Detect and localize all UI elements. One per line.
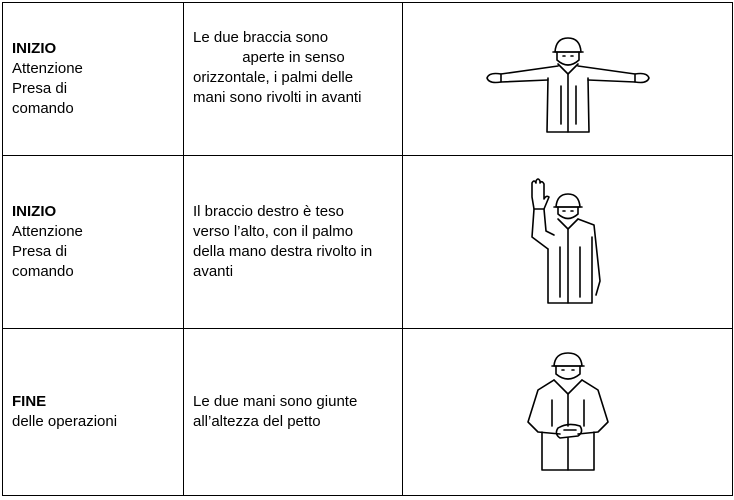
- description-line: aperte in senso: [242, 49, 345, 66]
- right-arm-raised-figure: [518, 177, 618, 307]
- description-line: della mano destra rivolto in: [193, 243, 373, 260]
- signal-description-cell: [184, 329, 403, 496]
- hands-joined-figure: [518, 350, 618, 475]
- arms-outstretched-figure: [483, 24, 653, 134]
- signal-description-cell: [184, 3, 403, 156]
- table-row: [3, 156, 733, 329]
- signal-description-cell: [184, 156, 403, 329]
- signal-subtitle-line: Attenzione: [12, 60, 83, 77]
- description-line: avanti: [193, 263, 234, 280]
- signal-subtitle-line: Presa di: [12, 80, 68, 97]
- description-line: mani sono rivolti in avanti: [193, 89, 362, 106]
- signal-figure-cell: [403, 156, 733, 329]
- signal-subtitle-line: delle operazioni: [12, 413, 118, 430]
- signal-figure-cell: [403, 3, 733, 156]
- signal-title: INIZIO: [12, 203, 57, 220]
- description-line: Le due braccia sono: [193, 29, 329, 46]
- table-row: [3, 3, 733, 156]
- description-line: orizzontale, i palmi delle: [193, 69, 354, 86]
- description-line: Il braccio destro è teso: [193, 203, 344, 220]
- description-line: all’altezza del petto: [193, 413, 321, 430]
- signal-name-cell: [3, 156, 184, 329]
- description-line: Le due mani sono giunte: [193, 393, 358, 410]
- signal-title: FINE: [12, 393, 47, 410]
- table-row: [3, 329, 733, 496]
- signals-table: [2, 2, 733, 496]
- signal-subtitle-line: Presa di: [12, 243, 68, 260]
- signal-subtitle-line: Attenzione: [12, 223, 83, 240]
- description-line: verso l’alto, con il palmo: [193, 223, 354, 240]
- signal-name-cell: [3, 3, 184, 156]
- signal-subtitle-line: comando: [12, 100, 74, 117]
- signal-figure-cell: [403, 329, 733, 496]
- signal-subtitle-line: comando: [12, 263, 74, 280]
- signal-name-cell: [3, 329, 184, 496]
- signal-title: INIZIO: [12, 40, 57, 57]
